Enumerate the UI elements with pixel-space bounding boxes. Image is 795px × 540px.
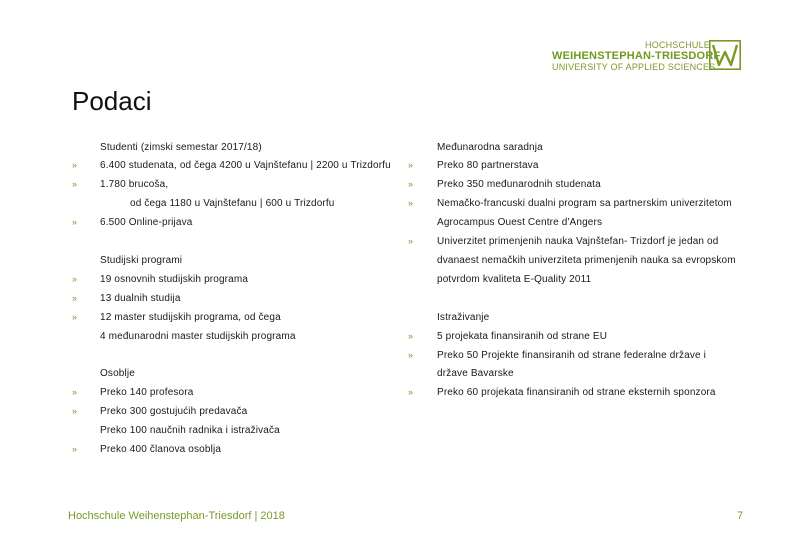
footer-text: Hochschule Weihenstephan-Triesdorf | 2018 <box>68 510 285 522</box>
page-title: Podaci <box>72 86 152 116</box>
bullet-icon: » <box>72 160 78 170</box>
staff-line-2-detail: Preko 100 naučnih radnika i istraživača <box>100 425 280 436</box>
programs-line-3: 12 master studijskih programa, od čega <box>100 312 281 323</box>
research-heading: Istraživanje <box>437 312 490 323</box>
bullet-icon: » <box>72 179 78 189</box>
staff-line-3: Preko 400 članova osoblja <box>100 444 222 455</box>
research-line-1: 5 projekata finansiranih od strane EU <box>437 331 608 342</box>
logo-line-2: WEIHENSTEPHAN-TRIESDORF <box>552 50 721 62</box>
bullet-icon: » <box>408 160 414 170</box>
programs-line-1: 19 osnovnih studijskih programa <box>100 274 249 285</box>
bullet-icon: » <box>72 444 78 454</box>
intl-line-3: Nemačko-francuski dualni program sa partnerskim univerzitetom <box>437 198 732 209</box>
university-logo <box>552 40 720 73</box>
intl-heading: Međunarodna saradnja <box>437 142 543 153</box>
staff-line-1: Preko 140 profesora <box>100 387 194 398</box>
bullet-icon: » <box>72 312 78 322</box>
bullet-icon: » <box>72 406 78 416</box>
students-line-1: 6.400 studenata, od čega 4200 u Vajnštefanu | 2200 u Trizdorfu <box>100 160 391 171</box>
logo-w-mark-icon <box>709 40 741 70</box>
staff-line-2: Preko 300 gostujućih predavača <box>100 406 248 417</box>
bullet-icon: » <box>408 387 414 397</box>
intl-line-2: Preko 350 međunarodnih studenata <box>437 179 601 190</box>
research-line-2-cont: države Bavarske <box>437 368 514 379</box>
bullet-icon: » <box>72 387 78 397</box>
intl-line-4-cont: dvanaest nemačkih univerziteta primenjenih nauka sa evropskom <box>437 255 736 266</box>
students-line-2-detail: od čega 1180 u Vajnštefanu | 600 u Trizdorfu <box>130 198 335 209</box>
intl-line-1: Preko 80 partnerstava <box>437 160 539 171</box>
staff-heading: Osoblje <box>100 368 135 379</box>
logo-line-3: UNIVERSITY OF APPLIED SCIENCES <box>552 62 716 72</box>
bullet-icon: » <box>408 236 414 246</box>
intl-line-4-cont-2: potvrdom kvaliteta E-Quality 2011 <box>437 274 592 285</box>
programs-line-2: 13 dualnih studija <box>100 293 181 304</box>
logo-line-1: HOCHSCHULE <box>645 40 711 50</box>
bullet-icon: » <box>408 350 414 360</box>
bullet-icon: » <box>72 274 78 284</box>
bullet-icon: » <box>72 293 78 303</box>
bullet-icon: » <box>408 179 414 189</box>
bullet-icon: » <box>72 217 78 227</box>
students-line-3: 6.500 Online-prijava <box>100 217 193 228</box>
research-line-2: Preko 50 Projekte finansiranih od strane federalne države i <box>437 350 707 361</box>
students-heading: Studenti (zimski semestar 2017/18) <box>100 142 262 153</box>
page-number: 7 <box>737 510 744 522</box>
programs-heading: Studijski programi <box>100 255 183 266</box>
programs-line-3-detail: 4 međunarodni master studijskih programa <box>100 331 296 342</box>
intl-line-4: Univerzitet primenjenih nauka Vajnštefan- Trizdorf je jedan od <box>437 236 719 247</box>
bullet-icon: » <box>408 331 414 341</box>
intl-line-3-detail: Agrocampus Ouest Centre d'Angers <box>437 217 603 228</box>
students-line-2: 1.780 brucoša, <box>100 179 169 190</box>
research-line-3: Preko 60 projekata finansiranih od strane eksternih sponzora <box>437 387 716 398</box>
bullet-icon: » <box>408 198 414 208</box>
